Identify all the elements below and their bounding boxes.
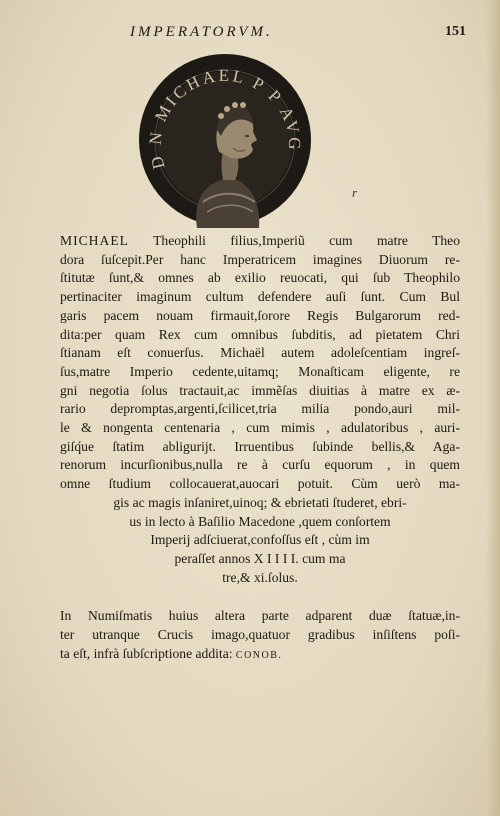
margin-annotation: r bbox=[352, 185, 358, 200]
text-line: dita:per quam Rex cum omnibus ſubditis, ad pietatem Chri bbox=[60, 326, 460, 342]
text-line: MICHAEL Theophili filius,Imperiũ cum matre Theo bbox=[60, 233, 460, 248]
running-head: IMPERATORVM. bbox=[130, 24, 273, 40]
text-line: renorum incurſionibus,nulla re à curſu equorum , in quem bbox=[60, 457, 460, 473]
coin-legend: D N MICHAEL P P AVG bbox=[145, 65, 305, 171]
text-line: dora ſuſcepit.Per hanc Imperatricem imagines Diuorum re- bbox=[60, 251, 460, 267]
text-line: ta eſt, infrà ſubſcriptione addita: CONOB. bbox=[60, 645, 283, 661]
text-line: ter utranque Crucis imago,quatuor gradibus inſiſtens poſi- bbox=[60, 627, 460, 643]
text-line: peraſſet annos X I I I I. cum ma bbox=[174, 550, 346, 566]
text-line: garis pacem nouam firmauit,ſorore Regis Bulgarorum red- bbox=[60, 307, 460, 323]
text-line: rario depromptas,argenti,ſcilicet,tria milia pondo,auri mil- bbox=[60, 401, 460, 417]
text-line: giſq́ue ſtatim abligurijt. Irruentibus ſubinde bellis,& Aga- bbox=[60, 438, 460, 454]
mint-mark: CONOB. bbox=[235, 649, 283, 661]
coin-illustration bbox=[137, 52, 313, 228]
body-text bbox=[60, 232, 460, 665]
text-line: us in lecto à Baſilio Macedone ,quem conſortem bbox=[129, 513, 391, 529]
text-line: Imperij adſciuerat,confoſſus eſt , cùm im bbox=[150, 532, 370, 548]
text-line: In Numiſmatis huius altera parte adparent duæ ſtatuæ,in- bbox=[60, 608, 460, 624]
text-line: pertinaciter imaginum cultum defendere auſi ſunt. Cum Bul bbox=[60, 289, 460, 305]
paragraph-biography bbox=[60, 232, 460, 587]
text-line: ſtianam eſt conuerſus. Michaël autem adoleſcentiam ingreſ- bbox=[60, 345, 460, 361]
drop-name: MICHAEL bbox=[60, 233, 129, 248]
text-line: gni negotia ſolus tractauit,ac immẽſas diuitias à matre ex æ- bbox=[60, 382, 460, 398]
text-line: ſus,matre Imperio cedente,uitamq; Monaſticam eligente, re bbox=[60, 363, 460, 379]
text-line: ſtitutæ ſunt,& omnes ab exilio reuocati, qui ſub Theophilo bbox=[60, 270, 460, 286]
page-gutter-shadow bbox=[486, 0, 500, 816]
text-line: omne ſtudium collocauerat,auocari potuit. Cùm uerò ma- bbox=[60, 476, 460, 492]
text-line: tre,& xi.ſolus. bbox=[222, 569, 298, 585]
paragraph-coin-reverse bbox=[60, 607, 460, 665]
page-number: 151 bbox=[445, 24, 466, 39]
text-line: le & nongenta centenaria , cum mimis , adulatoribus , auri- bbox=[60, 420, 460, 436]
text-line: gis ac magis inſaniret,uinoq; & ebrietati ſtuderet, ebri- bbox=[113, 494, 407, 510]
